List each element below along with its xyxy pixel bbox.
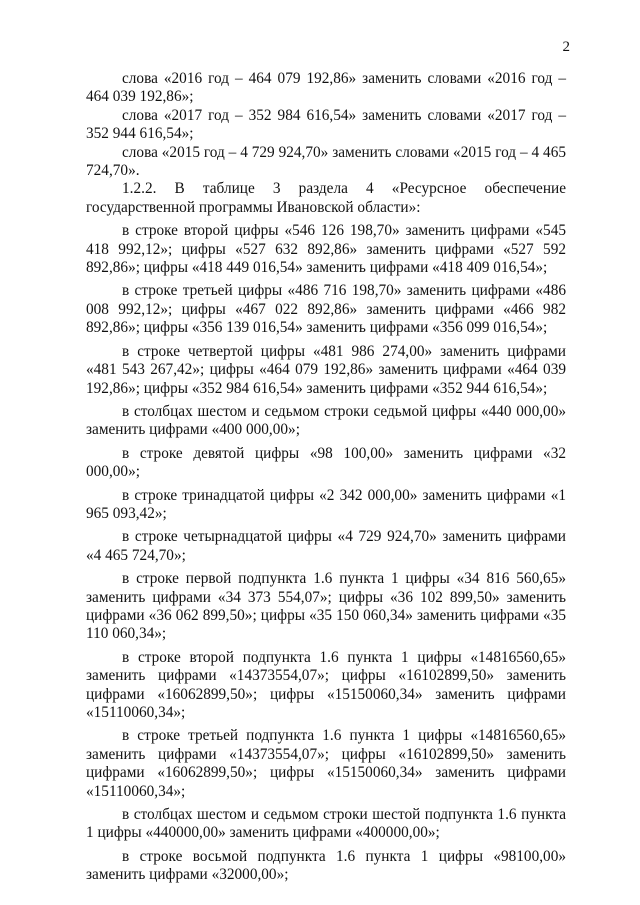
paragraph-row-14: в строке четырнадцатой цифры «4 729 924,70» заменить цифрами «4 465 724,70»; [86, 528, 566, 564]
document-body [86, 70, 566, 885]
paragraph-row-13: в строке тринадцатой цифры «2 342 000,00» заменить цифрами «1 965 093,42»; [86, 486, 566, 522]
paragraph-row-2: в строке второй цифры «546 126 198,70» заменить цифрами «545 418 992,12»; цифры «527 632 892,86» заменить цифрами «527 592 892,86»; цифры «418 449 016,54» заменить цифрами «418 409 016,54»; [86, 222, 566, 277]
paragraph-row-4: в строке четвертой цифры «481 986 274,00» заменить цифрами «481 543 267,42»; цифры «464 079 192,86» заменить цифрами «464 039 192,86»; цифры «352 984 616,54» заменить цифрами «352 944 616,54»; [86, 342, 566, 397]
paragraph-subitem-1-6-row-8: в строке восьмой подпункта 1.6 пункта 1 цифры «98100,00» заменить цифрами «32000,00»; [86, 847, 566, 884]
paragraph-2015-replacement: слова «2015 год – 4 729 924,70» заменить словами «2015 год – 4 465 724,70». [86, 143, 566, 180]
paragraph-row-3: в строке третьей цифры «486 716 198,70» заменить цифрами «486 008 992,12»; цифры «467 022 892,86» заменить цифрами «466 982 892,86»; цифры «356 139 016,54» заменить цифрами «356 099 016,54»; [86, 282, 566, 337]
paragraph-subitem-1-6-row-6-columns: в столбцах шестом и седьмом строки шестой подпункта 1.6 пункта 1 цифры «440000,00» заменить цифрами «400000,00»; [86, 806, 566, 842]
paragraph-2016-replacement: слова «2016 год – 464 079 192,86» заменить словами «2016 год – 464 039 192,86»; [86, 70, 566, 106]
paragraph-row-9: в строке девятой цифры «98 100,00» заменить цифрами «32 000,00»; [86, 444, 566, 481]
paragraph-section-1-2-2: 1.2.2. В таблице 3 раздела 4 «Ресурсное обеспечение государственной программы Ивановской области»: [86, 180, 566, 216]
paragraph-subitem-1-6-row-2: в строке второй подпункта 1.6 пункта 1 цифры «14816560,65» заменить цифрами «14373554,07»; цифры «16102899,50» заменить цифрами «16062899,50»; цифры «15150060,34» заменить цифрами «15110060,34»; [86, 648, 566, 721]
paragraph-2017-replacement: слова «2017 год – 352 984 616,54» заменить словами «2017 год – 352 944 616,54»; [86, 106, 566, 143]
paragraph-subitem-1-6-row-1: в строке первой подпункта 1.6 пункта 1 цифры «34 816 560,65» заменить цифрами «34 373 554,07»; цифры «36 102 899,50» заменить цифрами «36 062 899,50»; цифры «35 150 060,34» заменить цифрами «35 110 060,34»; [86, 570, 566, 643]
paragraph-subitem-1-6-row-3: в строке третьей подпункта 1.6 пункта 1 цифры «14816560,65» заменить цифрами «14373554,07»; цифры «16102899,50» заменить цифрами «16062899,50»; цифры «15150060,34» заменить цифрами «15110060,34»; [86, 727, 566, 800]
paragraph-row-7-columns: в столбцах шестом и седьмом строки седьмой цифры «440 000,00» заменить цифрами «400 000,00»; [86, 402, 566, 439]
page-number: 2 [562, 39, 570, 55]
